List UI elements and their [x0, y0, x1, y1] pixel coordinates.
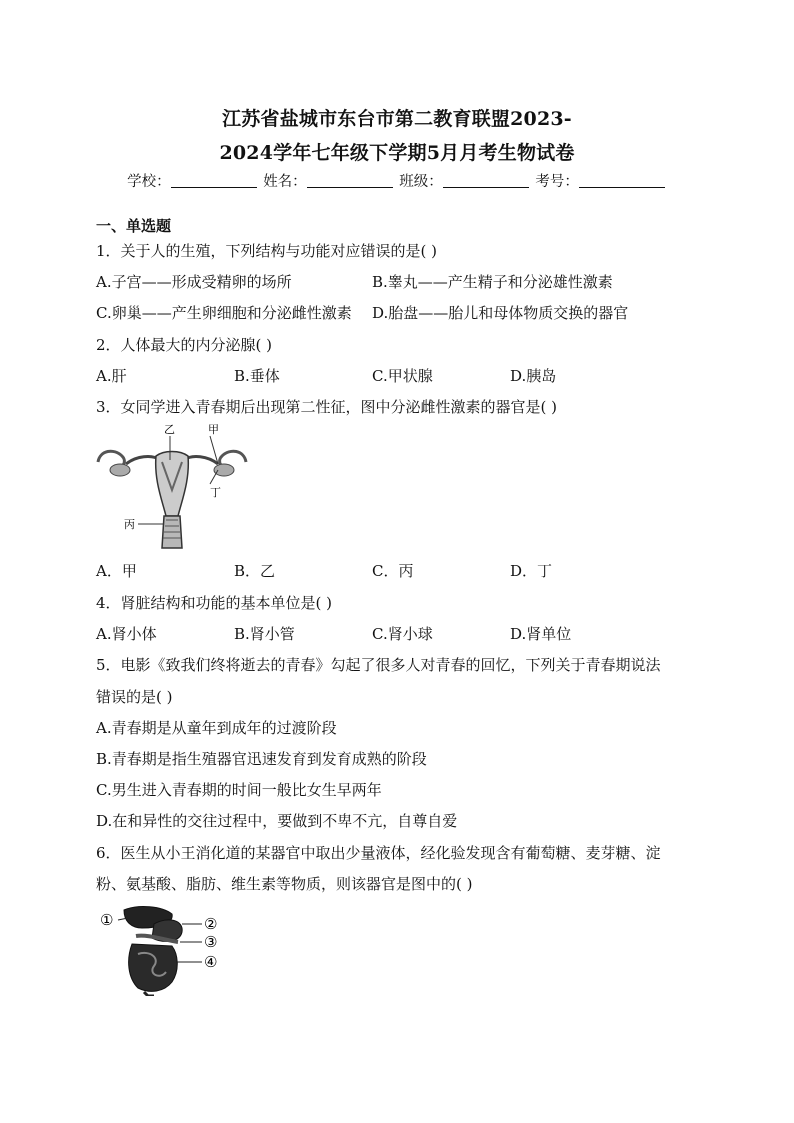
question-5-option-a[interactable]: A.青春期是从童年到成年的过渡阶段 — [96, 719, 337, 737]
figure-label-2: ② — [204, 915, 218, 933]
figure-label-1: ① — [100, 911, 114, 929]
exam-number-field[interactable] — [579, 173, 665, 188]
exam-title-line-2: 2024学年七年级下学期5月月考生物试卷 — [219, 142, 575, 164]
question-3-option-d[interactable]: D．丁 — [510, 562, 553, 580]
question-1-option-d[interactable]: D.胎盘——胎儿和母体物质交换的器官 — [372, 304, 629, 322]
figure-label-bing: 丙 — [124, 518, 135, 531]
question-5-option-d[interactable]: D.在和异性的交往过程中，要做到不卑不亢，自尊自爱 — [96, 812, 458, 830]
question-2-option-d[interactable]: D.胰岛 — [510, 367, 557, 385]
question-6-stem-line-1: 6．医生从小王消化道的某器官中取出少量液体，经化验发现含有葡萄糖、麦芽糖、淀 — [96, 844, 661, 862]
question-4-option-a[interactable]: A.肾小体 — [96, 625, 157, 643]
student-info-row — [0, 170, 794, 191]
class-label: 班级： — [399, 174, 443, 190]
figure-label-4: ④ — [204, 953, 218, 971]
figure-label-jia: 甲 — [208, 423, 219, 436]
question-5-option-b[interactable]: B.青春期是指生殖器官迅速发育到发育成熟的阶段 — [96, 750, 427, 768]
exam-title-line-1: 江苏省盐城市东台市第二教育联盟2023- — [222, 108, 572, 130]
question-4-option-d[interactable]: D.肾单位 — [510, 625, 572, 643]
question-5-option-c[interactable]: C.男生进入青春期的时间一般比女生早两年 — [96, 781, 382, 799]
school-label: 学校： — [127, 174, 171, 190]
name-label: 姓名： — [263, 174, 307, 190]
question-5-stem-line-1: 5．电影《致我们终将逝去的青春》勾起了很多人对青春的回忆，下列关于青春期说法 — [96, 656, 661, 674]
question-6-stem-line-2: 粉、氨基酸、脂肪、维生素等物质，则该器官是图中的( ) — [96, 875, 473, 893]
figure-label-3: ③ — [204, 933, 218, 951]
section-title: 一、单选题 — [96, 217, 172, 235]
figure-label-yi: 乙 — [164, 423, 175, 436]
question-5-stem-line-2: 错误的是( ) — [96, 688, 173, 706]
school-field[interactable] — [171, 173, 257, 188]
exam-number-label: 考号： — [535, 174, 579, 190]
question-1-option-c[interactable]: C.卵巢——产生卵细胞和分泌雌性激素 — [96, 304, 352, 322]
question-3-option-c[interactable]: C．丙 — [372, 562, 414, 580]
question-2-option-b[interactable]: B.垂体 — [234, 367, 280, 385]
question-3-option-a[interactable]: A．甲 — [96, 562, 137, 580]
question-1-option-b[interactable]: B.睾丸——产生精子和分泌雄性激素 — [372, 273, 613, 291]
digestive-system-figure — [98, 904, 228, 996]
name-field[interactable] — [307, 173, 393, 188]
question-4-option-c[interactable]: C.肾小球 — [372, 625, 433, 643]
question-2-option-c[interactable]: C.甲状腺 — [372, 367, 433, 385]
question-3-option-b[interactable]: B．乙 — [234, 562, 276, 580]
question-2-stem: 2．人体最大的内分泌腺( ) — [96, 336, 273, 354]
question-3-stem: 3．女同学进入青春期后出现第二性征，图中分泌雌性激素的器官是( ) — [96, 398, 558, 416]
figure-label-ding: 丁 — [210, 486, 221, 499]
question-1-stem: 1．关于人的生殖，下列结构与功能对应错误的是( ) — [96, 242, 438, 260]
female-reproductive-system-figure — [92, 420, 252, 552]
class-field[interactable] — [443, 173, 529, 188]
question-1-option-a[interactable]: A.子宫——形成受精卵的场所 — [96, 273, 292, 291]
question-4-option-b[interactable]: B.肾小管 — [234, 625, 295, 643]
question-2-option-a[interactable]: A.肝 — [96, 367, 127, 385]
question-4-stem: 4．肾脏结构和功能的基本单位是( ) — [96, 594, 333, 612]
